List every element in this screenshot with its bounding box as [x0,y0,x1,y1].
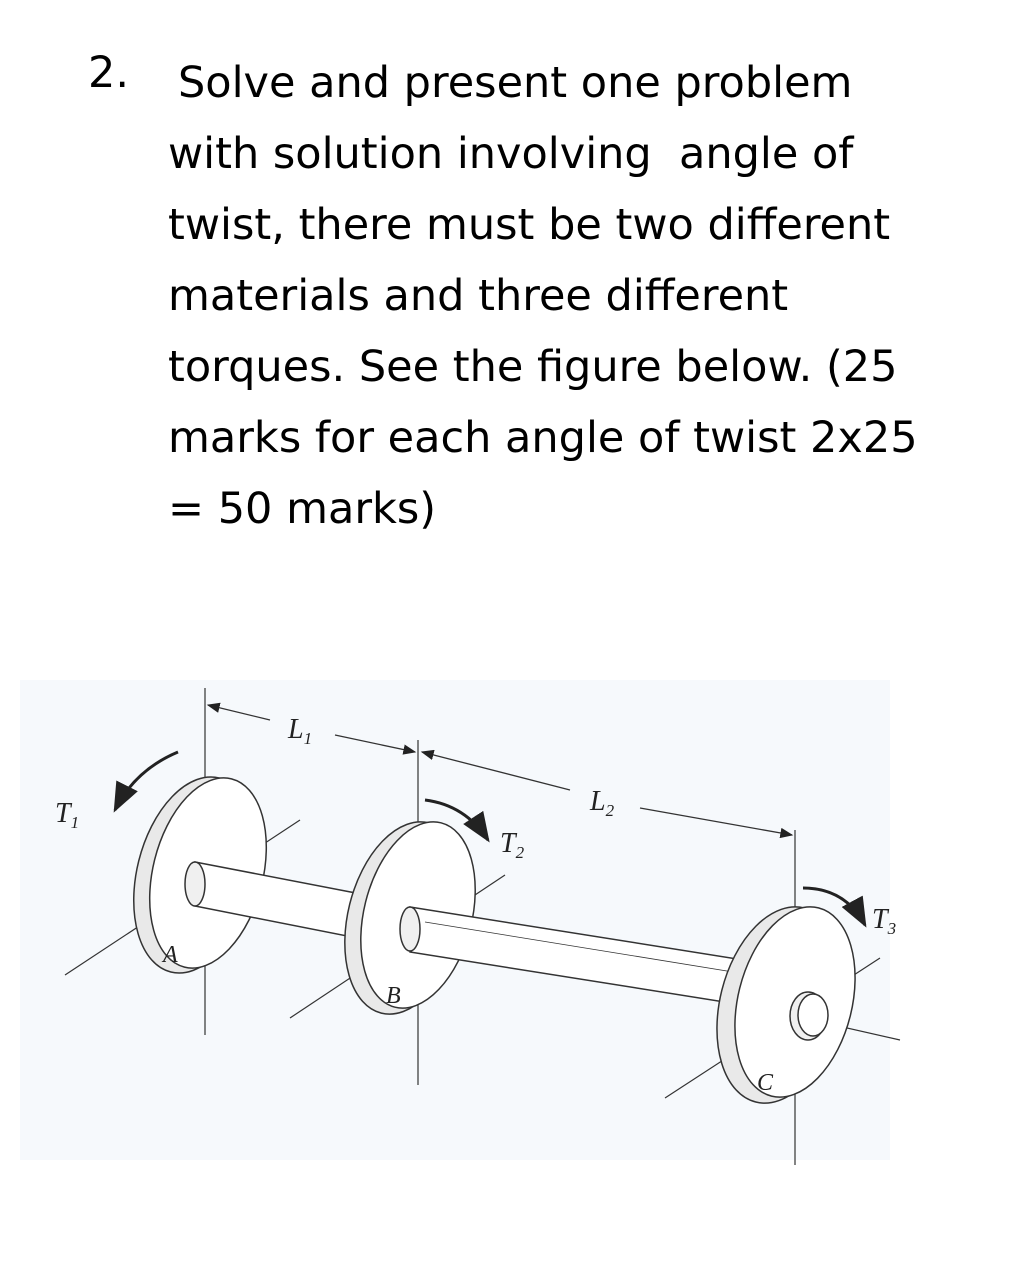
question-line: = 50 marks) [168,484,437,534]
length-label-l1: $L_1$ [288,714,313,748]
question-line: marks for each angle of twist 2x25 [168,413,918,463]
question-line: torques. See the figure below. (25 [168,342,898,392]
question-line: materials and three different [168,271,789,321]
question-line: with solution involving angle of [168,129,854,179]
question-line: Solve and present one problem [178,58,853,108]
disk-label-a: A [163,942,178,968]
question-number: 2. [88,48,130,98]
length-label-l2: $L_2$ [590,786,615,820]
question-line: twist, there must be two different [168,200,891,250]
disk-label-c: C [757,1070,774,1096]
disk-label-b: B [386,983,401,1009]
torque-label-t2: $T_2$ [500,828,525,862]
shaft-torsion-figure [0,640,1015,1200]
torque-label-t1: $T_1$ [55,798,80,832]
question-text [168,48,988,545]
torque-label-t3: $T_3$ [872,904,897,938]
